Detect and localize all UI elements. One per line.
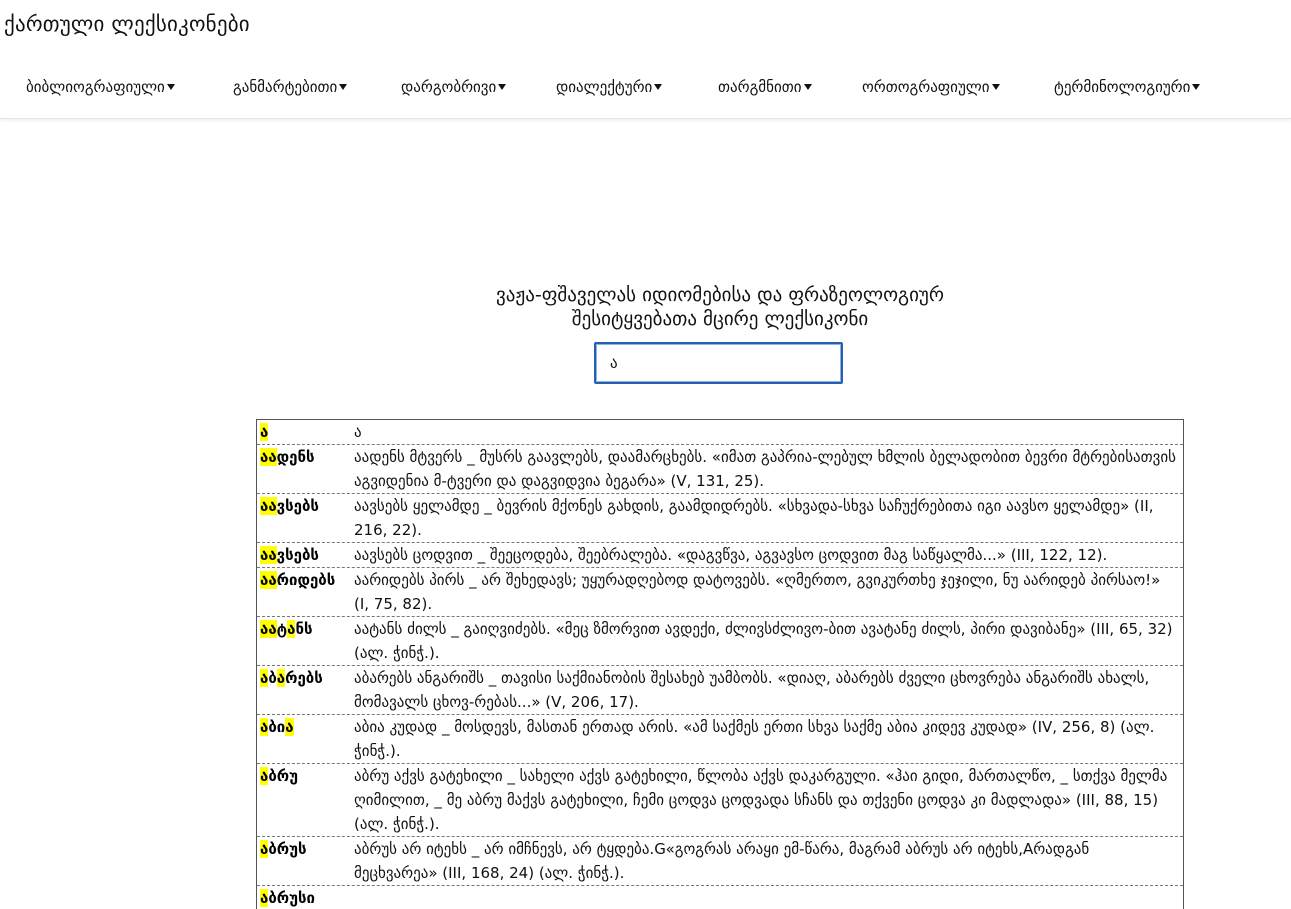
- result-definition: აბია კუდად _ მოსდევს, მასთან ერთად არის. «ამ საქმეს ერთი სხვა საქმე აბია კიდევ კუდად» (IV, 256, 8) (ალ. ჭინჭ.).: [354, 718, 1155, 760]
- search-match-highlight: ა: [287, 620, 296, 638]
- nav-label: განმარტებითი: [233, 78, 338, 96]
- search-match-highlight: ა: [260, 767, 269, 785]
- search-match-highlight: ა: [268, 571, 277, 589]
- nav-sectoral[interactable]: [401, 78, 506, 96]
- caret-down-icon: [498, 84, 506, 90]
- nav-label: ტერმინოლოგიური: [1054, 78, 1191, 96]
- nav-label: დიალექტური: [556, 78, 653, 96]
- result-definition: აარიდებს პირს _ არ შეხედავს; უყურადღებოდ დატოვებს. «ღმერთო, გვიკურთხე ჯეჯილი, ნუ აარიდებ პირსაო!» (I, 75, 82).: [354, 571, 1161, 613]
- nav-translation[interactable]: [718, 78, 812, 96]
- nav-label: ორთოგრაფიული: [862, 78, 990, 96]
- nav-explanatory[interactable]: [233, 78, 347, 96]
- caret-down-icon: [804, 84, 812, 90]
- result-definition: აბარებს ანგარიშს _ თავისი საქმიანობის შესახებ უამბობს. «დიაღ, აბარებს ძველი ცხოვრება ანგარიშს ახალს, მომავალს ცხოვ-რებას...» (V, 206, 17).: [354, 669, 1150, 711]
- nav-label: თარგმნითი: [718, 78, 802, 96]
- dictionary-title: [420, 283, 1020, 331]
- search-match-highlight: ა: [260, 718, 269, 736]
- nav-terminological[interactable]: [1054, 78, 1200, 96]
- result-headword[interactable]: აბრუს: [260, 840, 307, 858]
- search-match-highlight: ა: [268, 620, 277, 638]
- result-definition: აადენს მტვერს _ მუსრს გაავლებს, დაამარცხებს. «იმათ გაპრია-ლებულ ხმლის ბელადობით ბევრი მტრებისათვის აგვიდენია მ-ტვერი და დაგვიდვია ბეგარა» (V, 131, 25).: [354, 448, 1176, 490]
- search-match-highlight: ა: [260, 840, 269, 858]
- result-definition: [351, 886, 1183, 909]
- search-match-highlight: ა: [268, 546, 277, 564]
- search-match-highlight: ა: [260, 669, 269, 687]
- result-row: [257, 420, 1183, 445]
- result-headword[interactable]: აავსებს: [260, 497, 319, 515]
- caret-down-icon: [992, 84, 1000, 90]
- caret-down-icon: [339, 84, 347, 90]
- result-definition: აბრუ აქვს გატეხილი _ სახელი აქვს გატეხილი, წლობა აქვს დაკარგული. «ჰაი გიდი, მართალწო, _ სთქვა მელმა ღიმილით, _ მე აბრუ მაქვს გატეხილი, ჩემი ცოდვა ცოდვადა სჩანს და თქვენი ცოდვა კი მადლადა» (III, 88, 15) (ალ. ჭინჭ.).: [354, 767, 1168, 833]
- result-headword[interactable]: აბია: [260, 718, 294, 736]
- result-row: [257, 666, 1183, 715]
- result-headword[interactable]: აბრუსი: [260, 889, 315, 907]
- result-row: [257, 715, 1183, 764]
- result-headword[interactable]: აატანს: [260, 620, 313, 638]
- result-definition: აატანს ძილს _ გაიღვიძებს. «მეც ზმორვით ავდექი, ძლივსძლივო-ბით ავატანე ძილს, პირი დავიბანე» (III, 65, 32) (ალ. ჭინჭ.).: [354, 620, 1173, 662]
- nav-label: დარგობრივი: [401, 78, 497, 96]
- result-row: [257, 445, 1183, 494]
- search-match-highlight: ა: [268, 497, 277, 515]
- result-row: [257, 543, 1183, 568]
- caret-down-icon: [1192, 84, 1200, 90]
- search-match-highlight: ა: [260, 497, 269, 515]
- dictionary-title-line1: ვაჟა-ფშაველას იდიომებისა და ფრაზეოლოგიურ: [496, 284, 944, 306]
- result-row: [257, 494, 1183, 543]
- result-headword[interactable]: აბრუ: [260, 767, 298, 785]
- result-definition: ა: [354, 423, 362, 441]
- result-row: [257, 764, 1183, 837]
- main-navbar: [0, 60, 1291, 119]
- result-headword[interactable]: აადენს: [260, 448, 315, 466]
- result-definition: აავსებს ცოდვით _ შეეცოდება, შეებრალება. «დაგვწვა, აგვავსო ცოდვით მაგ საწყალმა...» (III, 122, 12).: [354, 546, 1108, 564]
- result-headword[interactable]: აავსებს: [260, 546, 319, 564]
- nav-label: ბიბლიოგრაფიული: [26, 78, 165, 96]
- result-definition: აავსებს ყელამდე _ ბევრის მქონეს გახდის, გაამდიდრებს. «სხვადა-სხვა საჩუქრებითა იგი აავსო ყელამდე» (II, 216, 22).: [354, 497, 1154, 539]
- result-row: [257, 886, 1183, 909]
- search-match-highlight: ა: [260, 620, 269, 638]
- result-headword[interactable]: აბარებს: [260, 669, 323, 687]
- nav-dialectal[interactable]: [556, 78, 662, 96]
- search-match-highlight: ა: [260, 571, 269, 589]
- search-match-highlight: ა: [276, 669, 286, 687]
- dictionary-title-line2: შესიტყვებათა მცირე ლექსიკონი: [571, 308, 869, 330]
- result-definition: აბრუს არ იტეხს _ არ იმჩნევს, არ ტყდება.G«გოგრას არაყი ემ-წარა, მაგრამ აბრუს არ იტეხს,Aრადგან მეცხვარეა» (III, 168, 24) (ალ. ჭინჭ.).: [354, 840, 1090, 882]
- search-match-highlight: ა: [260, 423, 269, 441]
- search-match-highlight: ა: [285, 718, 294, 736]
- result-row: [257, 568, 1183, 617]
- search-match-highlight: ა: [260, 448, 269, 466]
- search-match-highlight: ა: [260, 889, 269, 907]
- result-row: [257, 837, 1183, 886]
- nav-bibliographic[interactable]: [26, 78, 175, 96]
- search-match-highlight: ა: [260, 546, 269, 564]
- result-row: [257, 617, 1183, 666]
- result-headword[interactable]: აარიდებს: [260, 571, 336, 589]
- nav-orthographic[interactable]: [862, 78, 1000, 96]
- search-input[interactable]: [594, 342, 843, 384]
- results-table: [256, 419, 1184, 909]
- site-title[interactable]: ქართული ლექსიკონები: [4, 12, 250, 36]
- caret-down-icon: [654, 84, 662, 90]
- result-headword[interactable]: [257, 420, 351, 444]
- search-match-highlight: ა: [268, 448, 277, 466]
- caret-down-icon: [167, 84, 175, 90]
